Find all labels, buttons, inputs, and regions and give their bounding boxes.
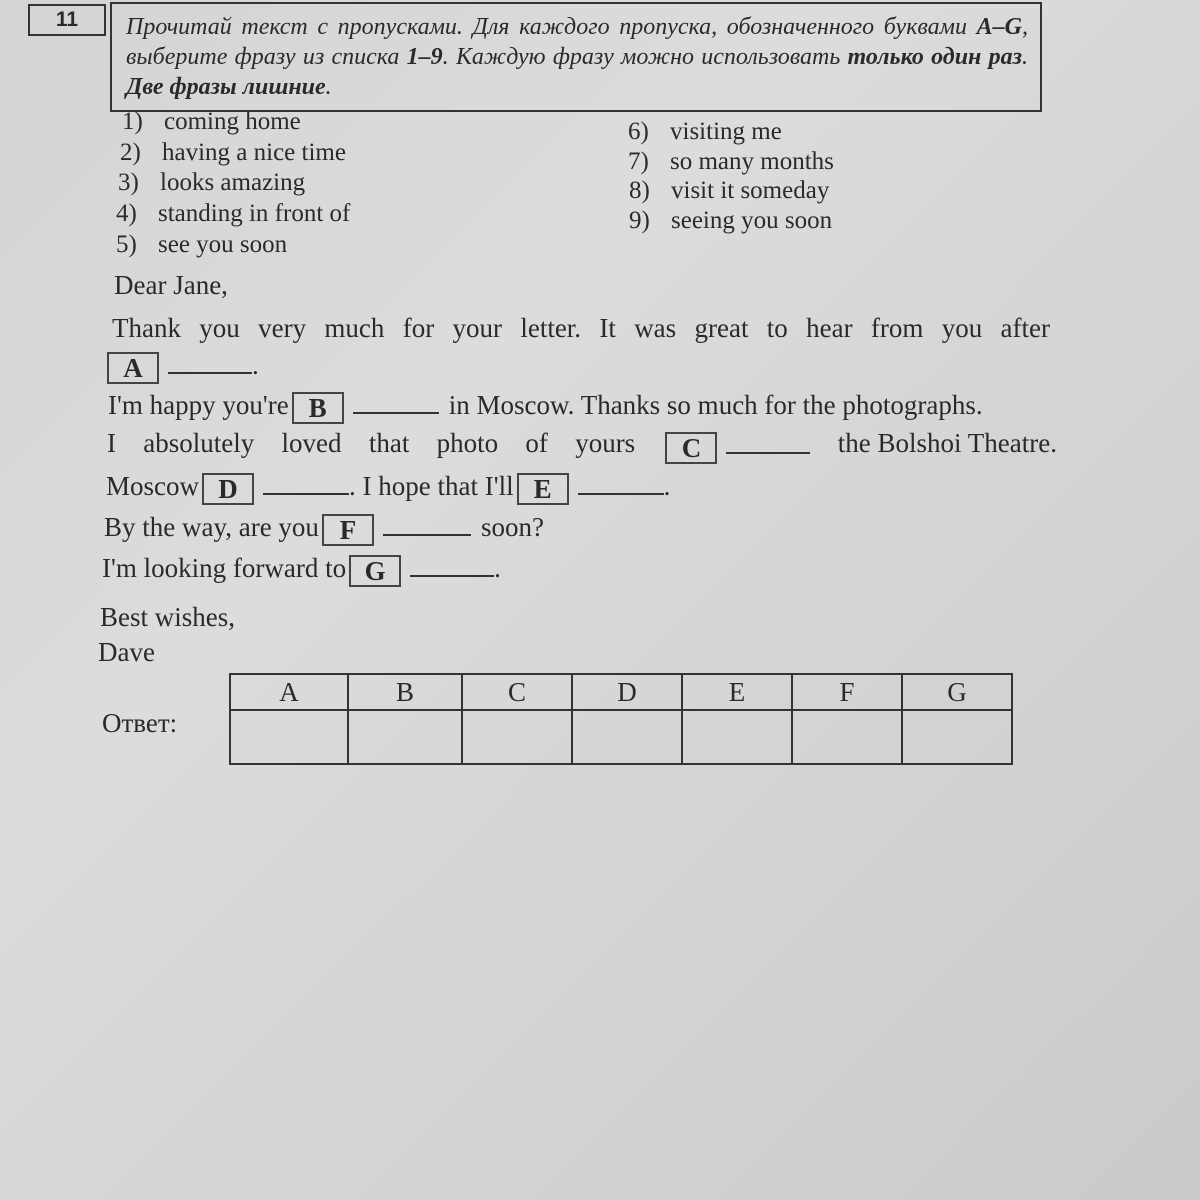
answer-column-a: A xyxy=(230,674,348,710)
letter-line-5: Moscow D . I hope that I'll E . xyxy=(106,471,671,504)
answer-column-c: C xyxy=(462,674,572,710)
answer-blank-c[interactable] xyxy=(726,428,810,454)
answer-column-d: D xyxy=(572,674,682,710)
instruction-text: , выберите фразу из списка xyxy=(126,14,1028,70)
answer-blank-e[interactable] xyxy=(578,469,664,495)
answer-blank-d[interactable] xyxy=(263,469,349,495)
option-item: 1) coming home xyxy=(122,108,301,135)
answer-cell-c[interactable] xyxy=(462,710,572,764)
answer-table xyxy=(229,673,1013,765)
instruction-bold: Две фразы лишние xyxy=(126,74,326,100)
instruction-text: Прочитай текст с пропусками. Для каждого пропуска, обозначенного буквами xyxy=(126,14,977,40)
answer-blank-a[interactable] xyxy=(168,348,252,374)
answer-blank-f[interactable] xyxy=(383,510,471,536)
instruction-text: . xyxy=(1022,44,1029,70)
option-item: 6) visiting me xyxy=(628,118,782,145)
answer-column-e: E xyxy=(682,674,792,710)
letter-closing: Best wishes, xyxy=(100,602,235,632)
answer-column-b: B xyxy=(348,674,462,710)
gap-box-f: F xyxy=(322,514,374,546)
option-item: 3) looks amazing xyxy=(118,169,306,196)
instruction-text: . xyxy=(325,74,332,100)
answer-cell-g[interactable] xyxy=(902,710,1012,764)
instruction-bold: A–G xyxy=(976,14,1022,40)
option-item: 5) see you soon xyxy=(116,231,288,258)
letter-line-1: Thank you very much for your letter. It was great to hear from you after xyxy=(112,313,1050,343)
gap-box-a: A xyxy=(107,352,159,384)
answer-blank-g[interactable] xyxy=(410,551,494,577)
answer-cell-a[interactable] xyxy=(230,710,348,764)
answer-column-f: F xyxy=(792,674,902,710)
answer-cell-d[interactable] xyxy=(572,710,682,764)
gap-box-b: B xyxy=(292,392,344,424)
instruction-text: . Каждую фразу можно использовать xyxy=(442,44,848,70)
answer-cell-f[interactable] xyxy=(792,710,902,764)
instruction-bold: 1–9 xyxy=(406,44,443,70)
answer-header-row xyxy=(230,674,1012,710)
letter-line-4: I absolutely loved that photo of yours C the Bolshoi Theatre. xyxy=(107,428,1057,463)
task-number: 11 xyxy=(28,4,106,36)
answer-column-g: G xyxy=(902,674,1012,710)
gap-box-e: E xyxy=(517,473,569,505)
letter-line-7: I'm looking forward to G . xyxy=(102,553,501,586)
option-item: 7) so many months xyxy=(628,148,834,175)
gap-group-c xyxy=(662,428,810,464)
answer-cell-b[interactable] xyxy=(348,710,462,764)
option-item: 4) standing in front of xyxy=(116,200,351,227)
letter-line-3: I'm happy you're B in Moscow. Thanks so much for the photographs. xyxy=(108,390,983,423)
gap-box-d: D xyxy=(202,473,254,505)
answer-label: Ответ: xyxy=(102,708,178,738)
instruction-bold: только один раз xyxy=(847,44,1023,70)
letter-line-6: By the way, are you F soon? xyxy=(104,512,544,545)
letter-signature: Dave xyxy=(98,637,155,667)
option-item: 2) having a nice time xyxy=(120,139,346,166)
gap-box-g: G xyxy=(349,555,401,587)
option-item: 9) seeing you soon xyxy=(629,207,833,234)
task-instruction xyxy=(110,2,1042,112)
gap-box-c: C xyxy=(665,432,717,464)
answer-input-row xyxy=(230,710,1012,764)
letter-greeting: Dear Jane, xyxy=(114,270,228,300)
option-item: 8) visit it someday xyxy=(629,177,830,204)
answer-blank-b[interactable] xyxy=(353,388,439,414)
letter-line-2: A . xyxy=(107,348,259,384)
answer-cell-e[interactable] xyxy=(682,710,792,764)
